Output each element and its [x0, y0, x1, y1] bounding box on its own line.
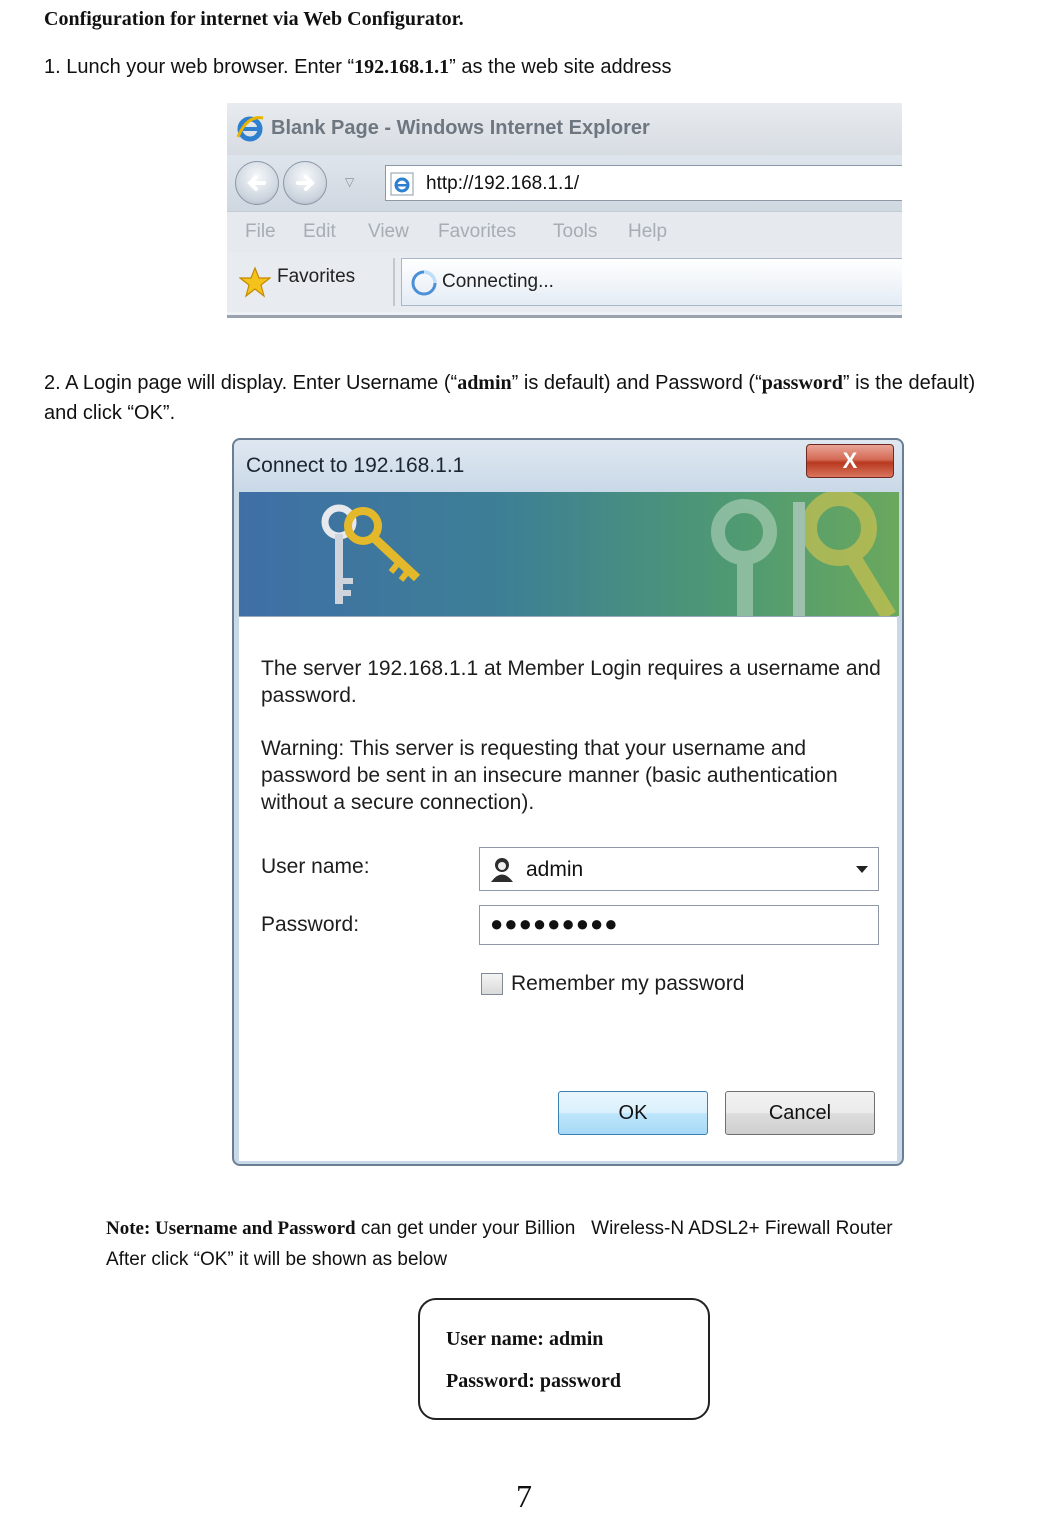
back-button[interactable]: [235, 161, 279, 205]
browser-title-bar: [227, 103, 902, 155]
warning-message: Warning: This server is requesting that your username and password be sent in an insecure manner (basic authentication without a secure connection).: [261, 737, 838, 814]
menu-view[interactable]: View: [368, 221, 409, 242]
note-line-2: After click “OK” it will be shown as below: [106, 1249, 448, 1270]
step-2-username-default: admin: [457, 372, 512, 394]
remember-password-label[interactable]: Remember my password: [511, 972, 745, 995]
password-label: Password:: [261, 913, 360, 936]
chevron-down-icon[interactable]: [856, 866, 868, 873]
dialog-body: [239, 616, 897, 1161]
menu-help[interactable]: Help: [628, 221, 668, 242]
username-value: admin: [526, 858, 584, 881]
user-icon: [488, 855, 516, 883]
note-bold: Note: Username and Password: [106, 1218, 356, 1239]
username-combo[interactable]: [479, 847, 879, 891]
menu-tools[interactable]: Tools: [553, 221, 598, 242]
dialog-title: Connect to 192.168.1.1: [246, 454, 465, 477]
step-1-ip: 192.168.1.1: [354, 56, 450, 78]
step-2-part2: ” is default) and Password (“: [511, 372, 762, 394]
step-2-part3: ” is the default) and click “OK”.: [44, 372, 976, 424]
history-dropdown-icon[interactable]: ▽: [345, 175, 355, 189]
step-2-instruction: [44, 368, 1004, 428]
ie-logo-icon: [235, 113, 265, 143]
forward-arrow-icon: [292, 170, 318, 196]
back-arrow-icon: [244, 170, 270, 196]
page-ie-icon: [390, 172, 414, 196]
favorites-button[interactable]: Favorites: [277, 266, 356, 287]
address-url: http://192.168.1.1/: [426, 173, 580, 194]
credentials-password: Password: password: [446, 1370, 622, 1392]
menu-file[interactable]: File: [245, 221, 276, 242]
tab-label: Connecting...: [442, 271, 554, 292]
remember-password-checkbox[interactable]: [481, 973, 503, 995]
credentials-box: [418, 1298, 710, 1420]
favorites-divider: [393, 258, 395, 306]
password-field[interactable]: [479, 905, 879, 945]
dialog-banner: [239, 492, 899, 616]
step-2-password-default: password: [761, 372, 843, 394]
close-icon: X: [842, 448, 858, 473]
loading-spinner-icon: [410, 269, 438, 297]
browser-title: Blank Page - Windows Internet Explorer: [271, 117, 650, 139]
page-number: 7: [516, 1478, 532, 1514]
favorites-bar: [227, 252, 902, 312]
menu-edit[interactable]: Edit: [303, 221, 336, 242]
cancel-button[interactable]: Cancel: [725, 1091, 875, 1135]
close-button[interactable]: [806, 444, 894, 478]
step-1-prefix: 1. Lunch your web browser. Enter “: [44, 56, 355, 78]
menu-favorites[interactable]: Favorites: [438, 221, 517, 242]
forward-button[interactable]: [283, 161, 327, 205]
username-label: User name:: [261, 855, 370, 878]
note-line-1: [106, 1218, 893, 1240]
keys-icon: [239, 492, 899, 616]
password-mask: ●●●●●●●●●: [490, 911, 619, 936]
browser-tab[interactable]: [401, 258, 902, 306]
note-rest: can get under your Billion Wireless-N ADSL2+ Firewall Router: [355, 1218, 893, 1239]
browser-address-row: [227, 155, 902, 211]
ok-button[interactable]: OK: [558, 1091, 708, 1135]
browser-screenshot: [227, 103, 902, 318]
address-bar[interactable]: [385, 165, 902, 201]
browser-menu-bar: [227, 211, 902, 253]
server-message: The server 192.168.1.1 at Member Login requires a username and password.: [261, 657, 881, 707]
credentials-username: User name: admin: [446, 1328, 604, 1350]
page-heading: Configuration for internet via Web Configurator.: [44, 8, 464, 30]
step-1-instruction: [44, 56, 672, 79]
step-2-part1: 2. A Login page will display. Enter Username (“: [44, 372, 458, 394]
login-dialog: [232, 438, 904, 1166]
favorites-star-icon: [239, 266, 271, 298]
step-1-suffix: ” as the web site address: [449, 56, 672, 78]
